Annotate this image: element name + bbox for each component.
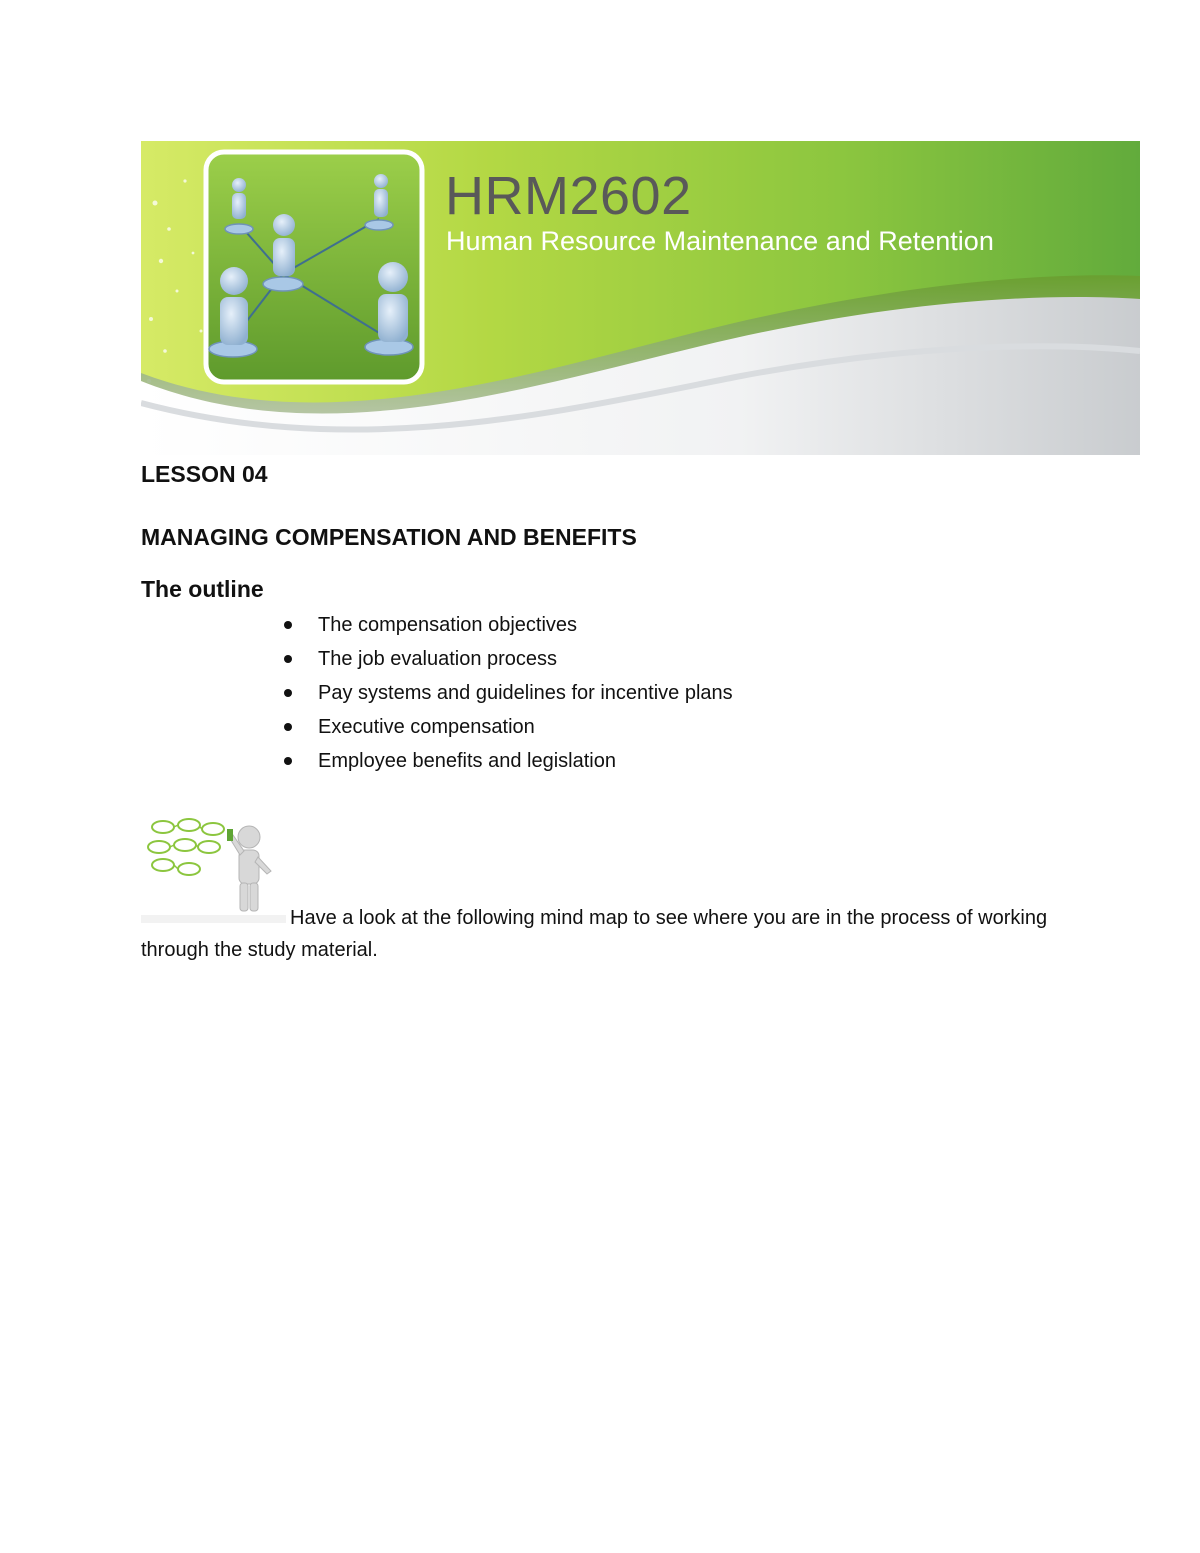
outline-item-text: Executive compensation [318,716,535,738]
course-code: HRM2602 [445,166,692,226]
list-item [280,646,733,680]
instruction-text: Have a look at the following mind map to see where you are in the process of working through the study material. [141,907,1048,961]
course-title: Human Resource Maintenance and Retention [446,226,994,256]
outline-item-text: The compensation objectives [318,614,578,636]
list-item [280,748,733,782]
outline-item-text: Pay systems and guidelines for incentive plans [318,682,733,704]
bullet-icon [284,621,292,629]
outline-item-text: The job evaluation process [318,648,558,670]
outline-item-text: Employee benefits and legislation [318,750,616,772]
outline-heading: The outline [141,576,264,602]
lesson-title: MANAGING COMPENSATION AND BENEFITS [141,524,637,550]
list-item [280,680,733,714]
bullet-icon [284,723,292,731]
bullet-icon [284,689,292,697]
bullet-icon [284,757,292,765]
course-banner [141,141,1140,455]
list-item [280,612,733,646]
lesson-label: LESSON 04 [141,461,268,487]
bullet-icon [284,655,292,663]
network-of-people-icon [203,149,425,385]
list-item [280,714,733,748]
outline-list [280,612,733,782]
